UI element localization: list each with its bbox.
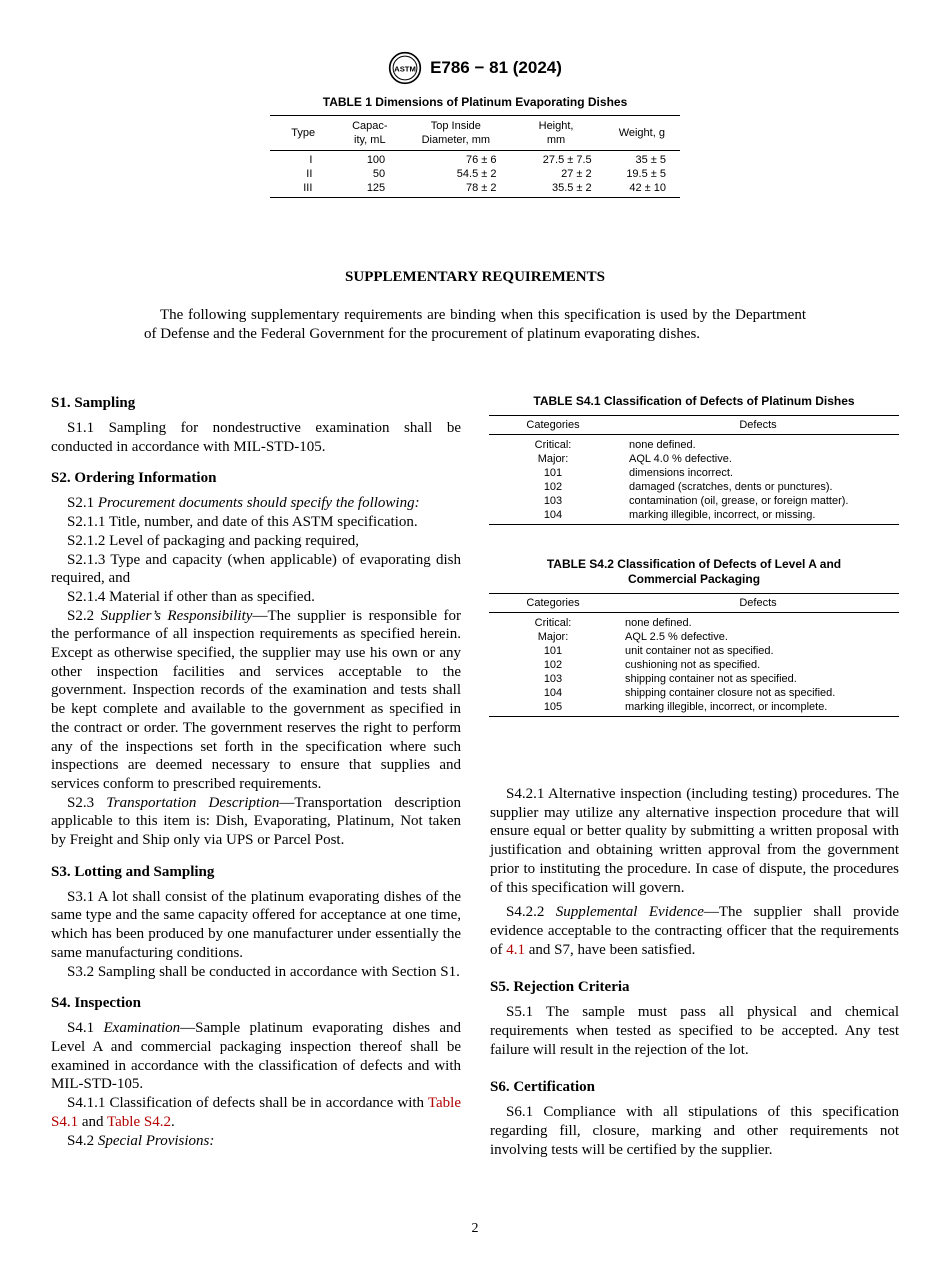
section-heading-s3: S3. Lotting and Sampling xyxy=(51,863,215,880)
col-header-categories: Categories xyxy=(489,416,617,435)
table-row: 102 cushioning not as specified. xyxy=(543,659,761,671)
table-1-caption: TABLE 1 Dimensions of Platinum Evaporating Dishes xyxy=(322,95,628,109)
section-heading-s1: S1. Sampling xyxy=(51,395,136,411)
table-s4-2-caption: TABLE S4.2 Classification of Defects of Level A and Commercial Packaging xyxy=(546,557,842,586)
section-heading-s4: S4. Inspection xyxy=(51,995,142,1012)
col-header-weight: Weight, g xyxy=(604,116,680,151)
supplementary-intro: The following supplementary requirements are binding when this specification is used by the Department of Defense and the Federal Government for the procurement of platinum evaporating dishes. xyxy=(144,307,806,342)
page-number: 2 xyxy=(471,1221,479,1236)
col-header-defects: Defects xyxy=(617,416,899,435)
table-row: 103 shipping container not as specified. xyxy=(543,673,797,685)
section-heading-s2: S2. Ordering Information xyxy=(51,470,217,487)
paragraph-s4-1: S4.1 Examination—Sample platinum evaporating dishes and Level A and commercial packaging inspection thereof shall be examined in accordance with the classification of defects and with MIL-STD-105. xyxy=(51,1020,462,1093)
table-row: Critical: none defined. xyxy=(534,617,692,629)
section-heading-s5: S5. Rejection Criteria xyxy=(490,979,630,996)
table-row: 104 shipping container closure not as specified. xyxy=(543,687,836,699)
paragraph-s2-1-2: S2.1.2 Level of packaging and packing required, xyxy=(67,532,359,549)
svg-text:ASTM: ASTM xyxy=(394,64,416,74)
paragraph-s2-1-1: S2.1.1 Title, number, and date of this ASTM specification. xyxy=(67,514,418,531)
defects-table-packaging xyxy=(489,593,899,717)
col-header-capacity: Capac- ity, mL xyxy=(336,116,403,151)
paragraph-s3-2: S3.2 Sampling shall be conducted in accordance with Section S1. xyxy=(67,963,460,980)
table-row: 103 contamination (oil, grease, or foreign matter). xyxy=(543,495,849,507)
table-row: 105 marking illegible, incorrect, or incomplete. xyxy=(543,701,828,713)
page-header xyxy=(0,51,950,90)
table-s4-1 xyxy=(489,394,899,525)
paragraph-s4-2-2: S4.2.2 Supplemental Evidence—The supplier shall provide evidence acceptable to the contracting officer that the requirements of 4.1 and S7, have been satisfied. xyxy=(490,904,899,958)
paragraph-s2-1-4: S2.1.4 Material if other than as specified. xyxy=(67,588,315,605)
col-header-defects: Defects xyxy=(617,594,899,613)
defects-table-platinum xyxy=(489,415,899,525)
paragraph-s2-3: S2.3 Transportation Description—Transportation description applicable to this item is: Dish, Evaporating, Platinum, Not taken by Freight and Ship only via UPS or Parcel Post. xyxy=(51,794,461,849)
astm-logo-icon xyxy=(388,51,422,85)
table-row: 104 marking illegible, incorrect, or missing. xyxy=(543,509,816,521)
table-row: Major: AQL 4.0 % defective. xyxy=(537,453,732,465)
paragraph-s4-1-1: S4.1.1 Classification of defects shall be in accordance with Table S4.1 and Table S4.2. xyxy=(51,1095,462,1130)
paragraph-s2-2: S2.2 Supplier’s Responsibility—The supplier is responsible for the performance of all inspection requirements as specified herein. Except as otherwise specified, the supplier may use his own or any other inspection facilities and services acceptable to the government. Inspection records of the examination and tests shall be kept complete and available to the government as specified in the contract or order. The government reserves the right to perform any of the inspections set forth in the specification where such inspections are deemed necessary to ensure that supplies and services conform to prescribed requirements. xyxy=(51,607,462,792)
table-row: Major: AQL 2.5 % defective. xyxy=(537,631,728,643)
col-header-diameter: Top Inside Diameter, mm xyxy=(403,116,508,151)
paragraph-s2-1: S2.1 Procurement documents should specify the following: xyxy=(67,495,420,512)
dimensions-table xyxy=(270,115,680,198)
col-header-type: Type xyxy=(270,116,336,151)
paragraph-s4-2: S4.2 Special Provisions: xyxy=(67,1132,215,1149)
table-row: 101 dimensions incorrect. xyxy=(543,467,733,479)
table-1 xyxy=(270,95,680,198)
table-row: Critical: none defined. xyxy=(534,439,696,451)
table-s4-2 xyxy=(489,557,899,717)
paragraph-s5-1: S5.1 The sample must pass all physical and chemical requirements when tested as specified to be accepted. Any test failure will result in the rejection of the lot. xyxy=(490,1004,899,1058)
table-row: III 125 78 ± 2 35.5 ± 2 42 ± 10 xyxy=(303,182,666,194)
table-row: 101 unit container not as specified. xyxy=(543,645,774,657)
paragraph-s1-1: S1.1 Sampling for nondestructive examination shall be conducted in accordance with MIL-STD-105. xyxy=(51,420,461,455)
paragraph-s4-2-1: S4.2.1 Alternative inspection (including testing) procedures. The supplier may utilize any alternative inspection procedure that will ensure equal or better quality by submitting a written proposal with justification and obtaining written approval from the government prior to instituting the procedure. In case of dispute, the procedures of this specification will govern. xyxy=(490,786,899,896)
link-section-4-1[interactable]: 4.1 xyxy=(506,941,525,958)
table-row: 102 damaged (scratches, dents or punctures). xyxy=(543,481,833,493)
right-column xyxy=(490,785,899,1160)
table-s4-1-caption: TABLE S4.1 Classification of Defects of Platinum Dishes xyxy=(533,394,855,408)
paragraph-s6-1: S6.1 Compliance with all stipulations of this specification regarding fill, closure, marking and other requirements not involving tests will be certified by the supplier. xyxy=(490,1104,899,1158)
document-designation: E786 − 81 (2024) xyxy=(430,58,562,77)
link-table-s4-1[interactable]: Table S4.1 xyxy=(51,1095,462,1130)
col-header-categories: Categories xyxy=(489,594,617,613)
col-header-height: Height, mm xyxy=(508,116,603,151)
section-heading-s6: S6. Certification xyxy=(490,1079,595,1096)
left-column xyxy=(51,394,461,1150)
table-row: II 50 54.5 ± 2 27 ± 2 19.5 ± 5 xyxy=(306,168,666,180)
table-row: I 100 76 ± 6 27.5 ± 7.5 35 ± 5 xyxy=(309,154,666,166)
supplementary-title: SUPPLEMENTARY REQUIREMENTS xyxy=(345,269,605,285)
link-table-s4-2[interactable]: Table S4.2 xyxy=(107,1113,171,1130)
paragraph-s2-1-3: S2.1.3 Type and capacity (when applicable) of evaporating dish required, and xyxy=(51,551,461,587)
paragraph-s3-1: S3.1 A lot shall consist of the platinum evaporating dishes of the same type and the same capacity offered for acceptance at one time, which has been produced by one manufacturer under essentially the same manufacturing conditions. xyxy=(51,888,461,961)
